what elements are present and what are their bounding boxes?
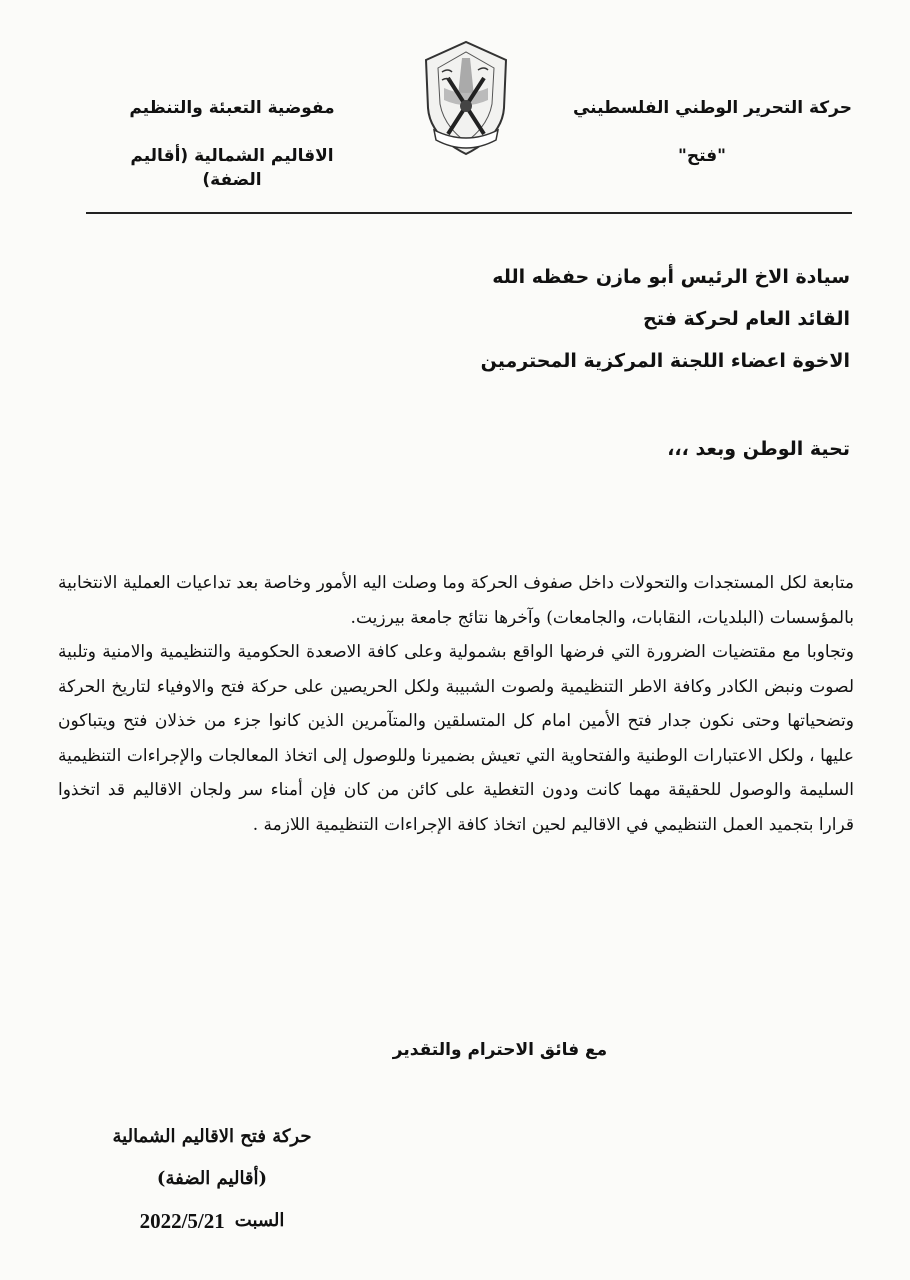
letter-body	[58, 566, 854, 842]
signature-block	[92, 1124, 332, 1250]
signature-date	[92, 1208, 332, 1234]
signature-line: (أقاليم الضفة)	[156, 1168, 268, 1189]
signature-line: حركة فتح الاقاليم الشمالية	[112, 1126, 312, 1147]
commission-name: مفوضية التعبئة والتنظيم	[129, 98, 335, 118]
header-divider	[86, 212, 852, 214]
date-value: 2022/5/21	[139, 1209, 225, 1233]
addressee-line: القائد العام لحركة فتح	[643, 308, 850, 330]
closing-salutation: مع فائق الاحترام والتقدير	[392, 1040, 608, 1060]
greeting: تحية الوطن وبعد ،،،	[667, 438, 850, 460]
addressee-line: سيادة الاخ الرئيس أبو مازن حفظه الله	[492, 266, 850, 288]
body-paragraph: متابعة لكل المستجدات والتحولات داخل صفوف الحركة وما وصلت اليه الأمور وخاصة بعد تداعيات العملية الانتخابية بالمؤسسات (البلديات، النقابات، والجامعات) وآخرها نتائج جامعة بيرزيت.	[58, 573, 854, 628]
organization-short-name: "فتح"	[677, 146, 727, 166]
date-day: السبت	[234, 1210, 285, 1231]
body-paragraph: وتجاوبا مع مقتضيات الضرورة التي فرضها الواقع بشمولية وعلى كافة الاصعدة الحكومية والتنظيمية والامنية وتلبية لصوت ونبض الكادر وكافة الاطر التنظيمية ولصوت الشبيبة ولكل الحريصين على حركة فتح والاوفياء لتاريخ الحركة وتضحياتها وحتى نكون جدار فتح الأمين امام كل المتسلقين والمتآمرين الذين كانوا جزء من خذلان فتح ويتباكون عليها ، ولكل الاعتبارات الوطنية والفتحاوية التي تعيش بضميرنا وللوصول إلى اتخاذ المعالجات والإجراءات التنظيمية السليمة والوصول للحقيقة مهما كانت ودون التغطية على كائن من كان فإن أمناء سر ولجان الاقاليم قد اتخذوا قرارا بتجميد العمل التنظيمي في الاقاليم لحين اتخاذ كافة الإجراءات التنظيمية اللازمة .	[58, 642, 854, 835]
region-name: الاقاليم الشمالية (أقاليم الضفة)	[130, 146, 334, 190]
organization-name: حركة التحرير الوطني الفلسطيني	[572, 98, 852, 118]
fatah-emblem-icon	[418, 38, 514, 160]
header-organization	[552, 96, 852, 168]
addressee-line: الاخوة اعضاء اللجنة المركزية المحترمين	[480, 350, 850, 372]
header-commission	[102, 96, 362, 192]
addressees	[250, 264, 850, 390]
